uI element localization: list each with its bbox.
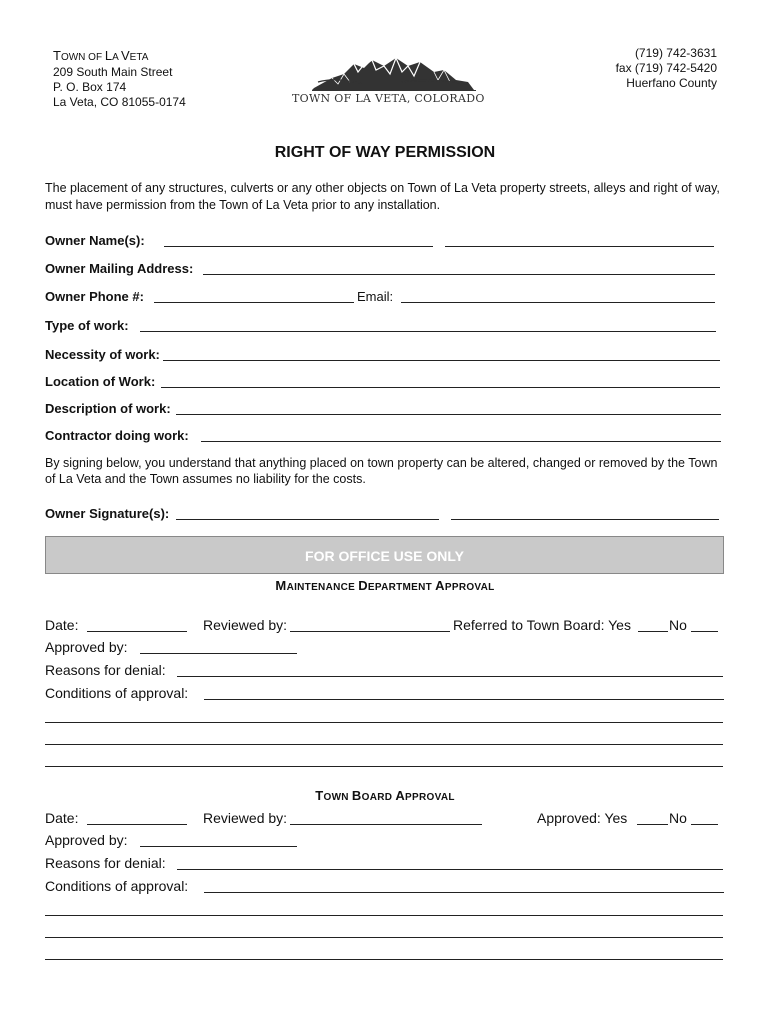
title-part: PPROVAL [444, 582, 495, 593]
owner-phone-input[interactable] [154, 289, 354, 303]
maint-reasons-label: Reasons for denial: [45, 662, 166, 678]
maintenance-approval-title [0, 578, 770, 593]
board-reviewed-input[interactable] [290, 811, 482, 825]
town-address-block [53, 48, 186, 110]
contractor-label: Contractor doing work: [45, 428, 189, 443]
title-part: A [395, 788, 406, 803]
address-line-2: P. O. Box 174 [53, 80, 127, 94]
maint-referred-label: Referred to Town Board: Yes [453, 617, 631, 633]
board-conditions-input[interactable] [204, 879, 724, 893]
type-of-work-label: Type of work: [45, 318, 129, 333]
fax-number: fax (719) 742-5420 [615, 61, 717, 75]
owner-address-label-text: Owner Mailing Address [45, 261, 189, 276]
location-label: Location of Work: [45, 374, 156, 389]
title-part: PPROVAL [405, 792, 455, 803]
title-part: D [358, 578, 368, 593]
owner-phone-label-text: Owner Phone # [45, 289, 140, 304]
title-part: A [435, 578, 445, 593]
maint-referred-yes-input[interactable] [638, 618, 668, 632]
town-name-part: OWN OF [60, 52, 105, 63]
maint-date-input[interactable] [87, 618, 187, 632]
town-logo [292, 52, 485, 110]
disclaimer-paragraph: By signing below, you understand that anything placed on town property can be altered, changed or removed by the Town of La Veta and the Town assumes no liability for the costs. [45, 456, 718, 486]
maint-referred-no-label: No [669, 617, 687, 633]
address-line-3: La Veta, CO 81055-0174 [53, 95, 186, 109]
town-name-part: L [104, 48, 113, 63]
necessity-input[interactable] [163, 347, 720, 361]
maint-reviewed-input[interactable] [290, 618, 450, 632]
town-name-part: A [112, 52, 121, 63]
maint-conditions-line-4[interactable] [45, 753, 723, 767]
owner-signature-1-input[interactable] [176, 506, 439, 520]
location-input[interactable] [161, 374, 720, 388]
maint-conditions-input[interactable] [204, 686, 724, 700]
title-part: AINTENANCE [286, 582, 359, 593]
board-reasons-label: Reasons for denial: [45, 855, 166, 871]
board-approved-no-input[interactable] [691, 811, 718, 825]
title-part: M [275, 578, 287, 593]
town-contact-block [560, 46, 717, 91]
owner-name-2-input[interactable] [445, 233, 714, 247]
title-part: T [315, 788, 324, 803]
necessity-label-text: Necessity of work [45, 347, 156, 362]
board-reasons-input[interactable] [177, 856, 723, 870]
intro-paragraph: The placement of any structures, culverts or any other objects on Town of La Veta property streets, alleys and right of way, must have permission from the Town of La Veta prior to any installation. [45, 181, 720, 212]
board-approved-by-input[interactable] [140, 833, 297, 847]
description-label: Description of work: [45, 401, 171, 416]
owner-address-input[interactable] [203, 261, 715, 275]
logo-caption: TOWN OF LA VETA, COLORADO [292, 92, 485, 105]
town-name-part: ETA [129, 52, 149, 63]
maint-conditions-line-2[interactable] [45, 709, 723, 723]
maint-referred-no-input[interactable] [691, 618, 718, 632]
board-conditions-line-2[interactable] [45, 902, 723, 916]
board-approved-no-label: No [669, 810, 687, 826]
maint-reviewed-label: Reviewed by: [203, 617, 288, 633]
town-board-approval-title [0, 788, 770, 803]
email-input[interactable] [401, 289, 715, 303]
county-name: Huerfano County [626, 76, 717, 90]
email-label: Email: [357, 289, 394, 304]
location-label-text: Location of Work [45, 374, 151, 389]
contractor-input[interactable] [201, 428, 721, 442]
maint-date-label: Date: [45, 617, 79, 633]
title-part: OWN [323, 792, 352, 803]
board-conditions-line-3[interactable] [45, 924, 723, 938]
owner-signature-label: Owner Signature(s): [45, 506, 170, 521]
description-input[interactable] [176, 401, 721, 415]
address-line-1: 209 South Main Street [53, 65, 173, 79]
town-name [53, 48, 186, 65]
owner-names-label: Owner Name(s): [45, 233, 145, 248]
board-approved-by-label: Approved by: [45, 832, 128, 848]
town-name-part: T [53, 48, 61, 63]
owner-signature-2-input[interactable] [451, 506, 719, 520]
owner-address-label: Owner Mailing Address: [45, 261, 194, 276]
maint-approved-label: Approved by: [45, 639, 128, 655]
type-of-work-input[interactable] [140, 318, 716, 332]
office-use-banner [45, 536, 724, 574]
maint-approved-input[interactable] [140, 640, 297, 654]
necessity-label: Necessity of work: [45, 347, 160, 362]
maint-conditions-label: Conditions of approval: [45, 685, 189, 701]
phone-number: (719) 742-3631 [634, 46, 717, 60]
maint-conditions-line-3[interactable] [45, 731, 723, 745]
maint-reasons-input[interactable] [177, 663, 723, 677]
office-use-banner-text: FOR OFFICE USE ONLY [305, 548, 464, 564]
title-part: B [351, 788, 362, 803]
form-title: RIGHT OF WAY PERMISSION [274, 144, 496, 161]
title-part: OARD [361, 792, 396, 803]
board-date-label: Date: [45, 810, 79, 826]
owner-name-1-input[interactable] [164, 233, 433, 247]
board-reviewed-label: Reviewed by: [203, 810, 288, 826]
owner-phone-label: Owner Phone #: [45, 289, 144, 304]
board-conditions-line-4[interactable] [45, 946, 723, 960]
town-name-part: V [120, 48, 130, 63]
board-approved-yes-label: Approved: Yes [537, 810, 628, 826]
title-part: EPARTMENT [367, 582, 436, 593]
board-date-input[interactable] [87, 811, 187, 825]
board-approved-yes-input[interactable] [637, 811, 668, 825]
board-conditions-label: Conditions of approval: [45, 878, 189, 894]
